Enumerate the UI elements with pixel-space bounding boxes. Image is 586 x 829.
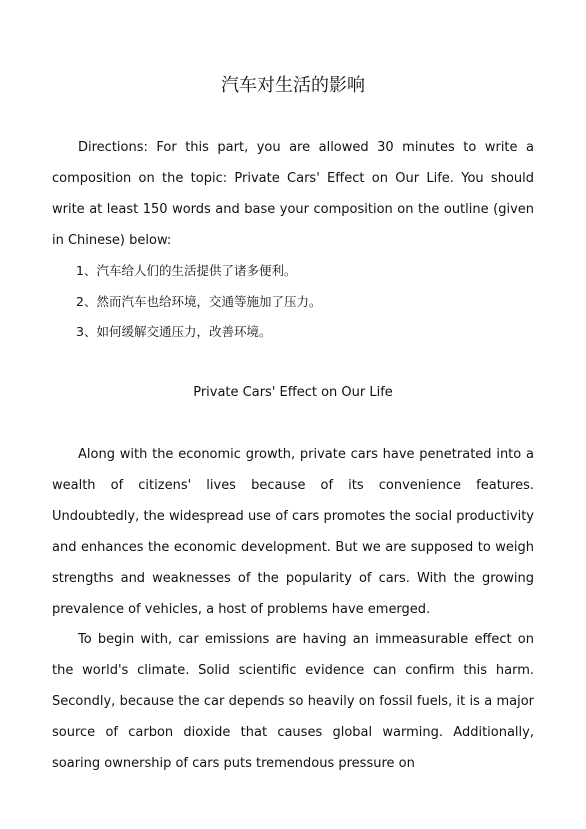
outline-item: 1、汽车给人们的生活提供了诸多便利。 <box>76 263 297 278</box>
essay-title: Private Cars' Effect on Our Life <box>193 385 393 400</box>
outline-item: 2、然而汽车也给环境，交通等施加了压力。 <box>76 293 322 309</box>
outline-item: 3、如何缓解交通压力，改善环境。 <box>76 324 272 339</box>
directions-paragraph: Directions: For this part, you are allowed 30 minutes to write a composition on the topic: Private Cars' Effect on Our Life. You should write at least 150 words and base your composition on the outline (given in Chinese) below: <box>52 140 534 248</box>
outline-list <box>76 256 321 348</box>
essay-paragraph: To begin with, car emissions are having an immeasurable effect on the world's climate. Solid scientific evidence can confirm this harm. Secondly, because the car depends so heavily on fossil fuels, it is a major source of carbon dioxide that causes global warming. Additionally, soaring ownership of cars puts tremendous pressure on <box>52 632 534 771</box>
essay-paragraph: Along with the economic growth, private cars have penetrated into a wealth of citizens' lives because of its convenience features. Undoubtedly, the widespread use of cars promotes the social productivity and enhances the economic development. But we are supposed to weigh strengths and weaknesses of the popularity of cars. With the growing prevalence of vehicles, a host of problems have emerged. <box>52 447 534 617</box>
document-title: 汽车对生活的影响 <box>221 75 365 96</box>
